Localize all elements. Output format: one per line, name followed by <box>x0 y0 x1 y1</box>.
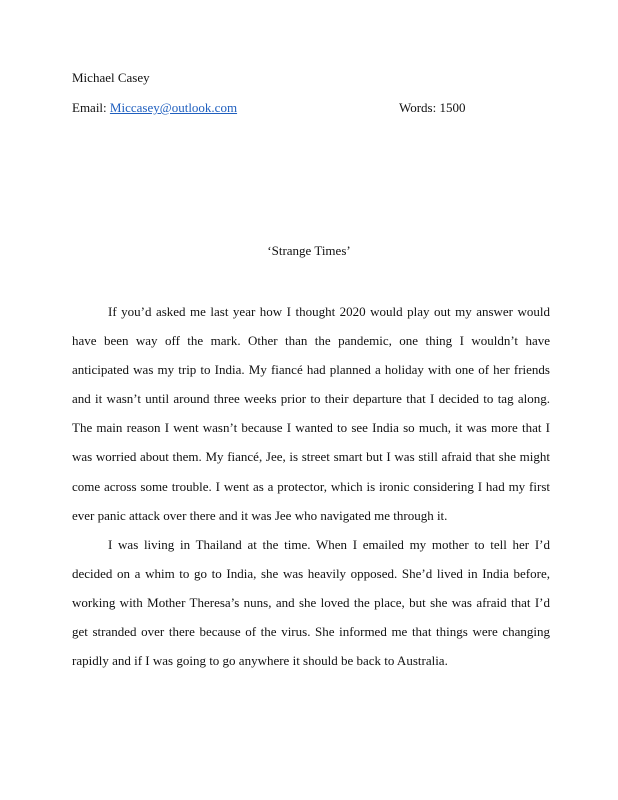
words-value: 1500 <box>439 100 466 115</box>
email-line <box>72 100 552 116</box>
word-count <box>399 100 465 116</box>
paragraph: If you’d asked me last year how I thought 2020 would play out my answer would have been way off the mark. Other than the pandemic, one thing I wouldn’t have anticipated was my trip to India. My fiancé had planned a holiday with one of her friends and it wasn’t until around three weeks prior to their departure that I decided to tag along. The main reason I went wasn’t because I wanted to see India so much, it was more that I was worried about them. My fiancé, Jee, is street smart but I was still afraid that she might come across some trouble. I went as a protector, which is ironic considering I had my first ever panic attack over there and it was Jee who navigated me through it. <box>72 304 550 523</box>
paragraph: I was living in Thailand at the time. When I emailed my mother to tell her I’d decided on a whim to go to India, she was heavily opposed. She’d lived in India before, working with Mother Theresa’s nuns, and she loved the place, but she was afraid that I’d get stranded over there because of the virus. She informed me that things were changing rapidly and if I was going to go anywhere it should be back to Australia. <box>72 536 550 669</box>
email-label: Email: <box>72 100 107 115</box>
email-link[interactable]: Miccasey@outlook.com <box>109 100 238 115</box>
story-body <box>72 297 550 675</box>
words-label: Words: <box>399 100 437 115</box>
author-name: Michael Casey <box>72 70 150 85</box>
story-title: ‘Strange Times’ <box>267 243 351 258</box>
